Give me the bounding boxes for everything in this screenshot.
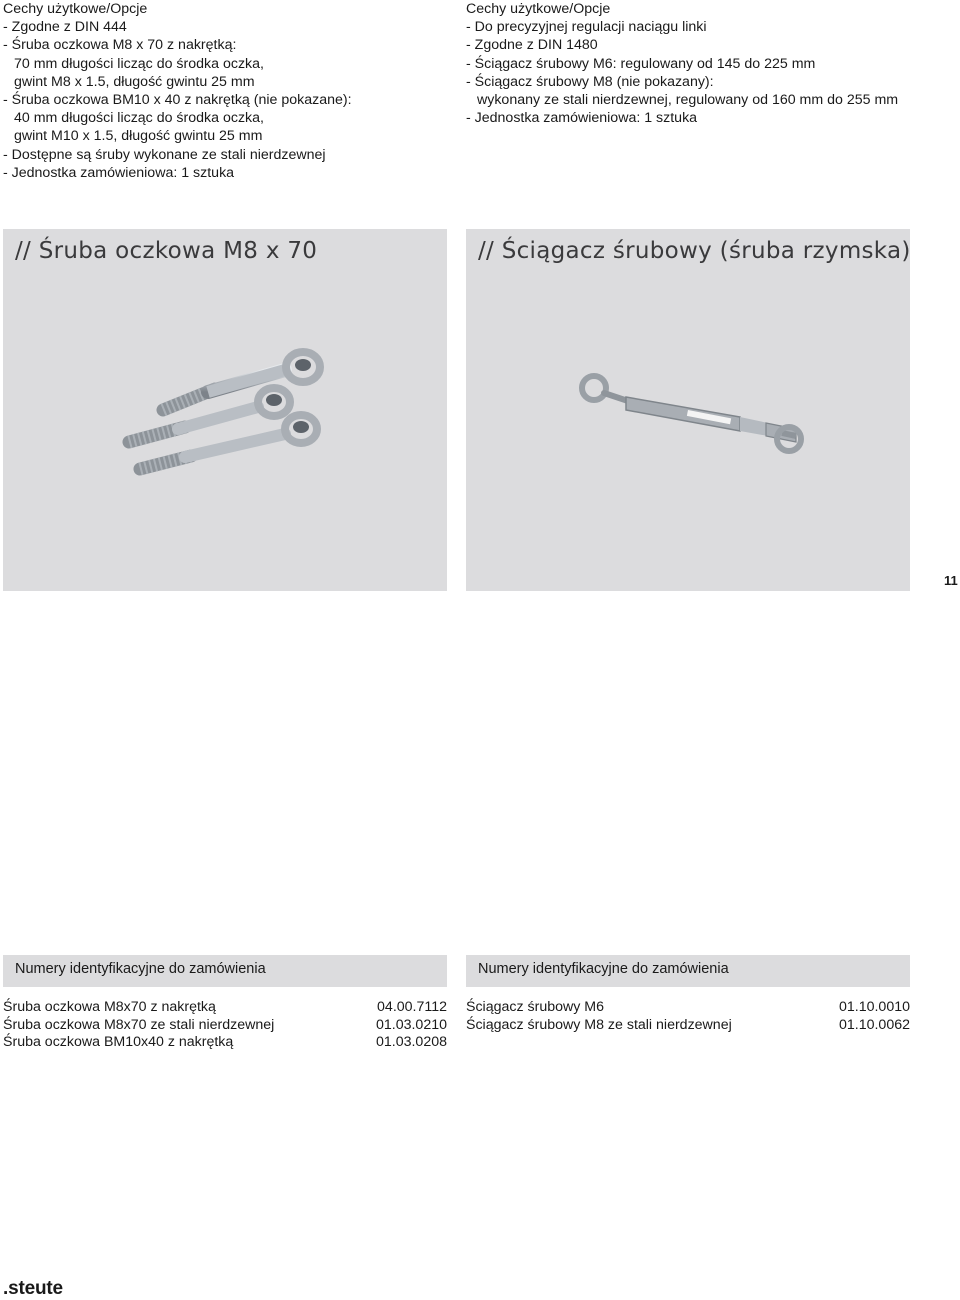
order-row — [3, 1034, 447, 1052]
feature-line: - Ściągacz śrubowy M8 (nie pokazany): — [466, 73, 714, 90]
steute-logo: .steute — [3, 1278, 63, 1299]
order-row-number: 01.10.0062 — [838, 1016, 910, 1033]
right-features-list — [466, 18, 956, 127]
turnbuckle-panel-title: // Ściągacz śrubowy (śruba rzymska) — [478, 238, 911, 264]
left-order-header-text: Numery identyfikacyjne do zamówienia — [15, 961, 266, 977]
eye-bolt-image — [3, 229, 447, 591]
feature-line: - Jednostka zamówieniowa: 1 sztuka — [3, 164, 235, 181]
right-order-header — [466, 955, 910, 987]
turnbuckle-icon — [582, 376, 801, 451]
turnbuckle-image — [466, 229, 910, 591]
eye-bolt-panel — [3, 229, 447, 591]
feature-line: wykonany ze stali nierdzewnej, regulowany od 160 mm do 255 mm — [477, 92, 899, 109]
left-order-list — [3, 999, 447, 1052]
left-features-list — [3, 18, 443, 182]
right-order-header-text: Numery identyfikacyjne do zamówienia — [478, 961, 729, 977]
feature-line: - Zgodne z DIN 1480 — [466, 37, 598, 54]
feature-line: - Ściągacz śrubowy M6: regulowany od 145 do 225 mm — [466, 55, 816, 72]
right-order-list — [466, 999, 910, 1034]
left-order-header — [3, 955, 447, 987]
order-row-number: 01.03.0210 — [375, 1016, 447, 1033]
feature-line: - Zgodne z DIN 444 — [3, 19, 127, 36]
page-number: 11 — [944, 573, 958, 588]
feature-line: - Do precyzyjnej regulacji naciągu linki — [466, 19, 707, 36]
order-row-number: 01.03.0208 — [375, 1034, 447, 1050]
turnbuckle-panel — [466, 229, 910, 591]
order-row-name: Śruba oczkowa M8x70 z nakrętką — [3, 999, 216, 1015]
right-features — [466, 0, 956, 127]
eye-bolt-panel-title: // Śruba oczkowa M8 x 70 — [15, 238, 318, 264]
order-row-name: Ściągacz śrubowy M6 — [466, 999, 604, 1015]
order-row-name: Śruba oczkowa BM10x40 z nakrętką — [3, 1034, 234, 1050]
eye-bolt-icon — [140, 415, 317, 469]
feature-line: - Dostępne są śruby wykonane ze stali nierdzewnej — [3, 146, 326, 163]
order-row-name: Śruba oczkowa M8x70 ze stali nierdzewnej — [3, 1016, 275, 1033]
feature-line: 40 mm długości licząc do środka oczka, — [14, 110, 264, 127]
order-row — [3, 999, 447, 1017]
eye-bolt-icon — [163, 352, 320, 410]
order-row — [466, 1017, 910, 1035]
feature-line: - Jednostka zamówieniowa: 1 sztuka — [466, 110, 698, 127]
feature-line: gwint M10 x 1.5, długość gwintu 25 mm — [14, 128, 263, 145]
feature-line: - Śruba oczkowa M8 x 70 z nakrętką: — [3, 37, 237, 54]
order-row-number: 01.10.0010 — [838, 999, 910, 1015]
order-row — [466, 999, 910, 1017]
feature-line: 70 mm długości licząc do środka oczka, — [14, 55, 264, 72]
feature-line: gwint M8 x 1.5, długość gwintu 25 mm — [14, 73, 255, 90]
order-row-number: 04.00.7112 — [377, 999, 447, 1015]
left-features-title: Cechy użytkowe/Opcje — [3, 1, 148, 17]
order-row — [3, 1017, 447, 1035]
order-row-name: Ściągacz śrubowy M8 ze stali nierdzewnej — [466, 1016, 732, 1033]
right-features-title: Cechy użytkowe/Opcje — [466, 1, 611, 17]
left-features — [3, 0, 443, 182]
feature-line: - Śruba oczkowa BM10 x 40 z nakrętką (nie pokazane): — [3, 92, 352, 109]
